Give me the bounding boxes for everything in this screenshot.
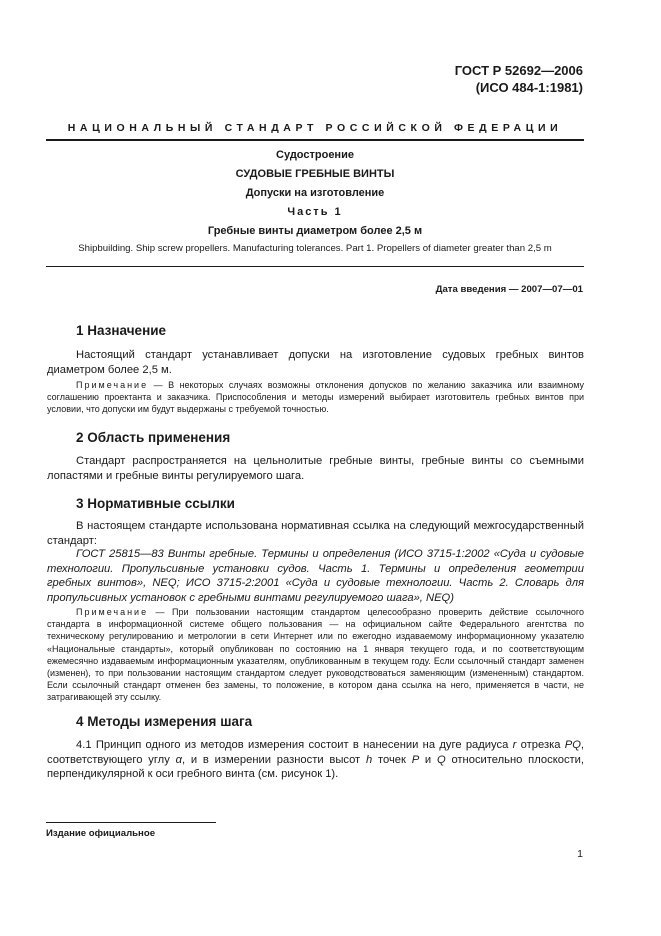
- text-run: относительно плоскости, перпендикулярной к оси гребного винта (см. рисунок 1).: [47, 753, 585, 780]
- gost-number: ГОСТ Р 52692—2006: [454, 63, 583, 78]
- title-divider: [46, 266, 584, 267]
- text-run: , и в измерении разности высот: [181, 753, 366, 766]
- text-run: отрезка: [516, 739, 565, 751]
- section-2-heading: 2 Область применения: [76, 430, 231, 445]
- symbol-p: P: [411, 753, 420, 766]
- header-divider: [46, 139, 584, 141]
- clause-number: 4.1: [76, 739, 92, 751]
- text-run: и: [419, 753, 437, 766]
- note-text: — При пользовании настоящим стандартом целесообразно проверить действие ссылочного стандарта в информационной системе общего пользования — на официальном сайте Федерального агентства по техническому регулированию и метрологии в сети Интернет или по ежегодно издаваемому информационному указателю «Национальные стандарты», который опубликован по состоянию на 1 января текущего года, и по соответствующим ежемесячно издаваемым информационным указателям, опубликованным в текущем году. Если ссылочный стандарт заменен (изменен), то при пользовании настоящим стандартом следует руководствоваться заменяющим (измененным) стандартом. Если ссылочный стандарт отменен без замены, то положение, в котором дана ссылка на него, применяется в части, не затрагивающей эту ссылку.: [47, 607, 584, 703]
- national-standard-banner: НАЦИОНАЛЬНЫЙ СТАНДАРТ РОССИЙСКОЙ ФЕДЕРАЦИИ: [67, 122, 563, 134]
- title-main: СУДОВЫЕ ГРЕБНЫЕ ВИНТЫ: [235, 168, 395, 180]
- page-number: 1: [577, 848, 583, 860]
- normative-reference: ГОСТ 25815—83 Винты гребные. Термины и определения (ИСО 3715-1:2002 «Суда и судовые технологии. Пропульсивные установки судов. Часть 1. Термины и определения геометрии гребных винтов», NEQ; ИСО 3715-2:2001 «Суда и судовые технологии. Часть 2. Словарь для пропульсивных установок с гребными винтами регулируемого шага», NEQ): [47, 548, 584, 604]
- symbol-alpha: α: [175, 753, 182, 766]
- introduction-date: Дата введения — 2007—07—01: [435, 284, 583, 295]
- symbol-h: h: [365, 753, 373, 766]
- section-3-note: [47, 606, 584, 704]
- section-3-text: В настоящем стандарте использована нормативная ссылка на следующий межгосударственный стандарт:: [47, 520, 584, 547]
- text-run: , соответствующего углу: [47, 739, 585, 766]
- section-1-heading: 1 Назначение: [76, 323, 167, 338]
- title-part-name: Гребные винты диаметром более 2,5 м: [207, 225, 423, 237]
- section-3-heading: 3 Нормативные ссылки: [76, 496, 235, 511]
- note-text: — В некоторых случаях возможны отклонения допусков по желанию заказчика или взаимному соглашению проектанта и заказчика. Приспособления и методы измерений выбирает изготовитель гребных винтов при условии, что допуски им будут выдержаны с требуемой точностью.: [47, 380, 584, 415]
- note-label: Примечание: [76, 380, 149, 390]
- symbol-q: Q: [436, 753, 446, 766]
- footer-divider: [46, 822, 216, 823]
- section-2-text: Стандарт распространяется на цельнолитые гребные винты, гребные винты со съемными лопастями и гребные винты регулируемого шага.: [47, 455, 584, 482]
- text-run: точек: [372, 753, 412, 766]
- title-category: Судостроение: [276, 149, 354, 161]
- official-edition: Издание официальное: [46, 828, 156, 839]
- note-label: Примечание: [76, 607, 149, 617]
- section-4-heading: 4 Методы измерения шага: [76, 714, 253, 729]
- section-1-note: [47, 379, 584, 416]
- section-4-paragraph: [47, 738, 584, 782]
- title-sub: Допуски на изготовление: [245, 187, 385, 199]
- title-part: Часть 1: [287, 206, 343, 218]
- document-number: [455, 62, 583, 96]
- english-title: Shipbuilding. Ship screw propellers. Manufacturing tolerances. Part 1. Propellers of diameter greater than 2,5 m: [78, 243, 552, 254]
- iso-number: (ИСО 484-1:1981): [475, 80, 583, 95]
- text-run: Принцип одного из методов измерения состоит в нанесении на дуге радиуса: [91, 739, 513, 751]
- symbol-r: r: [512, 739, 517, 751]
- symbol-pq: PQ: [564, 739, 581, 751]
- section-1-text: Настоящий стандарт устанавливает допуски на изготовление судовых гребных винтов диаметром более 2,5 м.: [47, 349, 584, 376]
